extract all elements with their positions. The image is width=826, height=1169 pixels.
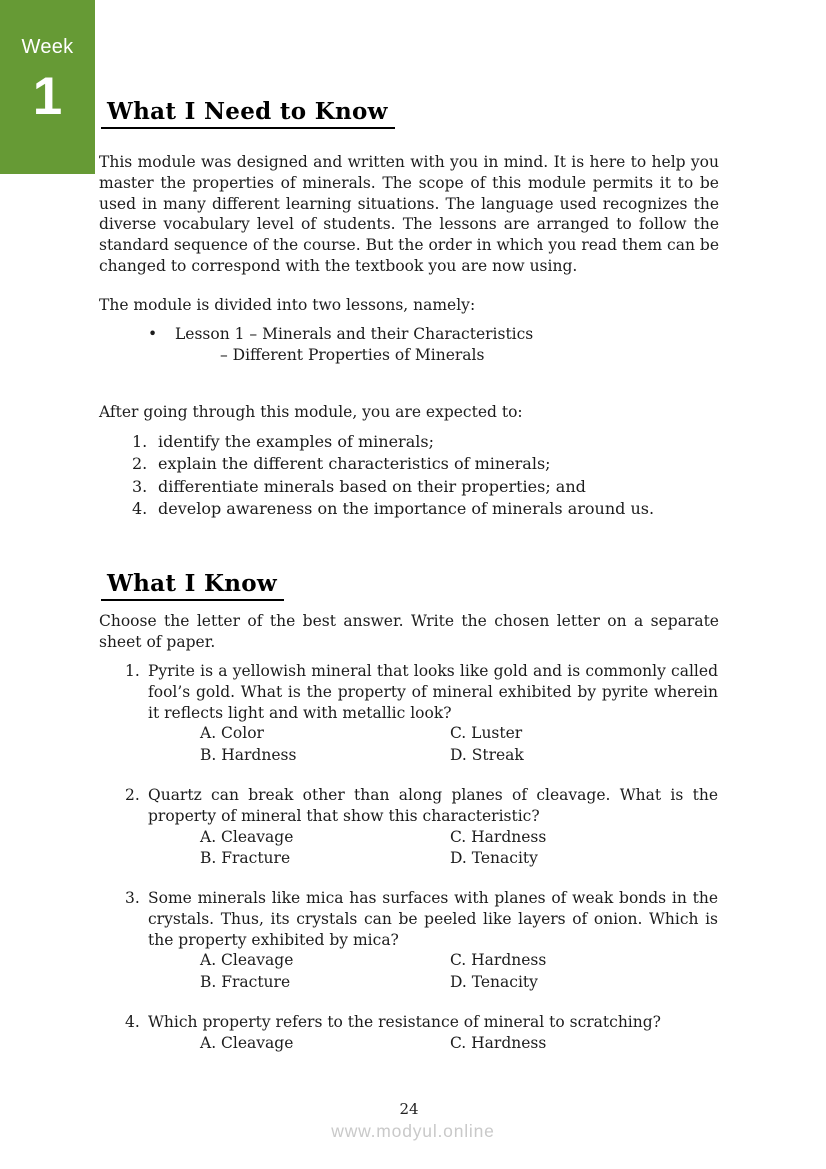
option-1b: B. Hardness [200,745,297,764]
question-item [125,1012,718,1054]
option-3c: C. Hardness [450,951,547,970]
option-2a: A. Cleavage [200,827,294,846]
question-number: 2. [125,786,140,804]
question-text: Pyrite is a yellowish mineral that looks like gold and is commonly called fool’s gold. What is the property of mineral exhibited by pyrite wherein it reflects light and with metallic look? [148,662,718,722]
options-row [148,848,718,869]
options-row [148,972,718,993]
question-number: 1. [125,662,140,680]
objectives-list [132,431,654,521]
bullet-icon: • [148,325,158,343]
option-2b: B. Fracture [200,849,291,867]
section-title-what-i-know: What I Know [101,570,284,601]
option-3d: D. Tenacity [450,972,538,991]
objective-text: identify the examples of minerals; [158,432,434,451]
option-4c: C. Hardness [450,1033,547,1052]
lessons-intro-line: The module is divided into two lessons, namely: [99,296,476,314]
option-3b: B. Fracture [200,972,291,991]
options-row [148,827,718,848]
week-label: Week [21,36,74,58]
objective-number: 4. [132,499,148,519]
options-row [148,723,718,744]
objective-number: 2. [132,454,148,474]
option-4a: A. Cleavage [200,1033,294,1052]
question-body [148,785,718,869]
question-text: Some minerals like mica has surfaces with planes of weak bonds in the crystals. Thus, its crystals can be peeled like layers of onion. Which is the property exhibited by mica? [148,889,718,949]
option-1d: D. Streak [450,745,524,764]
option-3a: A. Cleavage [200,951,294,970]
objective-number: 3. [132,476,148,496]
objective-text: develop awareness on the importance of minerals around us. [158,499,655,519]
page-number: 24 [399,1100,419,1118]
week-badge [0,0,95,174]
objective-number: 1. [132,432,148,451]
question-item [125,888,718,993]
question-item [125,661,718,766]
objectives-intro-line: After going through this module, you are expected to: [99,403,523,421]
question-body [148,661,718,766]
instructions-paragraph: Choose the letter of the best answer. Write the chosen letter on a separate sheet of paper. [99,612,719,651]
lesson-line2-text: – Different Properties of Minerals [220,346,485,364]
question-text: Quartz can break other than along planes of cleavage. What is the property of mineral that show this characteristic? [148,786,718,825]
option-2c: C. Hardness [450,827,547,846]
question-number: 3. [125,889,140,907]
question-item [125,785,718,869]
watermark-text: www.modyul.online [331,1121,495,1141]
lesson-bullet-line [148,324,533,345]
intro-paragraph: This module was designed and written with you in mind. It is here to help you master the properties of minerals. The scope of this module permits it to be used in many different learning situations. The language used recognizes the diverse vocabulary level of students. The lessons are arranged to follow the standard sequence of the course. But the order in which you read them can be changed to correspond with the textbook you are now using. [99,153,719,275]
section-title-what-i-need-to-know: What I Need to Know [101,98,395,129]
lesson-line1-text: Lesson 1 – Minerals and their Characteristics [175,325,534,343]
option-1a: A. Color [200,724,264,743]
objective-item [132,453,654,475]
objective-item [132,431,654,453]
week-number: 1 [32,67,63,126]
option-1c: C. Luster [450,724,523,743]
objective-item [132,476,654,498]
question-body [148,888,718,993]
options-row [148,950,718,971]
question-text: Which property refers to the resistance of mineral to scratching? [148,1013,661,1031]
objective-item [132,498,654,520]
question-number: 4. [125,1013,140,1031]
options-row [148,1033,718,1054]
objective-text: differentiate minerals based on their properties; and [158,476,586,496]
question-body [148,1012,718,1054]
options-row [148,745,718,766]
objective-text: explain the different characteristics of minerals; [158,454,551,474]
option-2d: D. Tenacity [450,849,538,867]
